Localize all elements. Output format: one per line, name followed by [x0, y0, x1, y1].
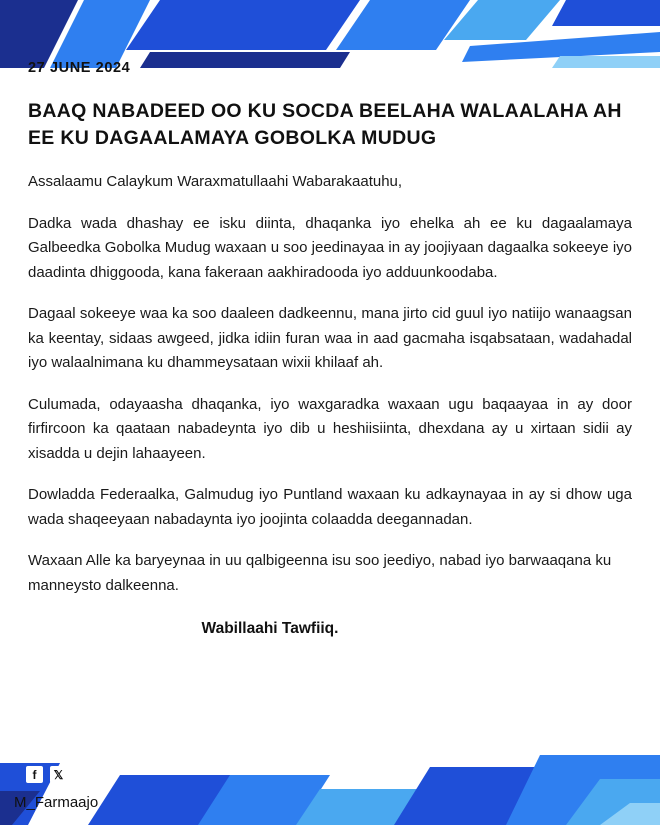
social-handle: M_Farmaajo — [14, 794, 99, 811]
document-body — [28, 98, 632, 638]
paragraph-4: Dowladda Federaalka, Galmudug iyo Puntland waxaan ku adkaynayaa in ay si dhow uga wada shaqeeyaan nabadaynta iyo joojinta colaadda deegannadan. — [28, 486, 632, 528]
document-date: 27 JUNE 2024 — [28, 60, 131, 76]
signoff-text: Wabillaahi Tawfiiq. — [201, 620, 339, 637]
greeting-text: Assalaamu Calaykum Waraxmatullaahi Wabarakaatuhu, — [28, 173, 403, 190]
x-twitter-icon[interactable]: 𝕏 — [50, 766, 67, 783]
paragraph-2: Dagaal sokeeye waa ka soo daaleen dadkeennu, mana jirto cid guul iyo natiijo wanaagsan ka keentay, sidaas awgeed, jidka idiin furan waa in aad gacmaha isqabsataan, wadahadal iyo walaalnimana ku dhammeysataan wixii khilaaf ah. — [28, 305, 632, 371]
bottom-decoration — [0, 745, 660, 825]
paragraph-3: Culumada, odayaasha dhaqanka, iyo waxgaradka waxaan ugu baqaayaa in ay door firfircoon ka qaataan nabadeynta iyo dib u heshiisiinta, dhexdana ay u xirtaan sidii ay xisadda u dejin lahaayeen. — [28, 395, 632, 462]
page-title: BAAQ NABADEED OO KU SOCDA BEELAHA WALAALAHA AH EE KU DAGAALAMAYA GOBOLKA MUDUG — [28, 100, 622, 149]
bottom-decoration-graphic — [0, 745, 660, 825]
paragraph-1: Dadka wada dhashay ee isku diinta, dhaqanka iyo ehelka ah ee ku dagaalamaya Galbeedka Gobolka Mudug waxaan u soo jeedinayaa in ay joojiyaan dagaalka sokeeye iyo daadinta dhiggooda, kana fakeraan aakhiradooda iyo adduunkoodaba. — [28, 214, 632, 281]
social-links[interactable] — [26, 766, 67, 783]
facebook-icon[interactable]: f — [26, 766, 43, 783]
top-decoration — [0, 0, 660, 68]
paragraph-5: Waxaan Alle ka baryeynaa in uu qalbigeenna isu soo jeediyo, nabad iyo barwaaqana ku manneysto dalkeenna. — [28, 552, 612, 594]
top-decoration-graphic — [0, 0, 660, 68]
